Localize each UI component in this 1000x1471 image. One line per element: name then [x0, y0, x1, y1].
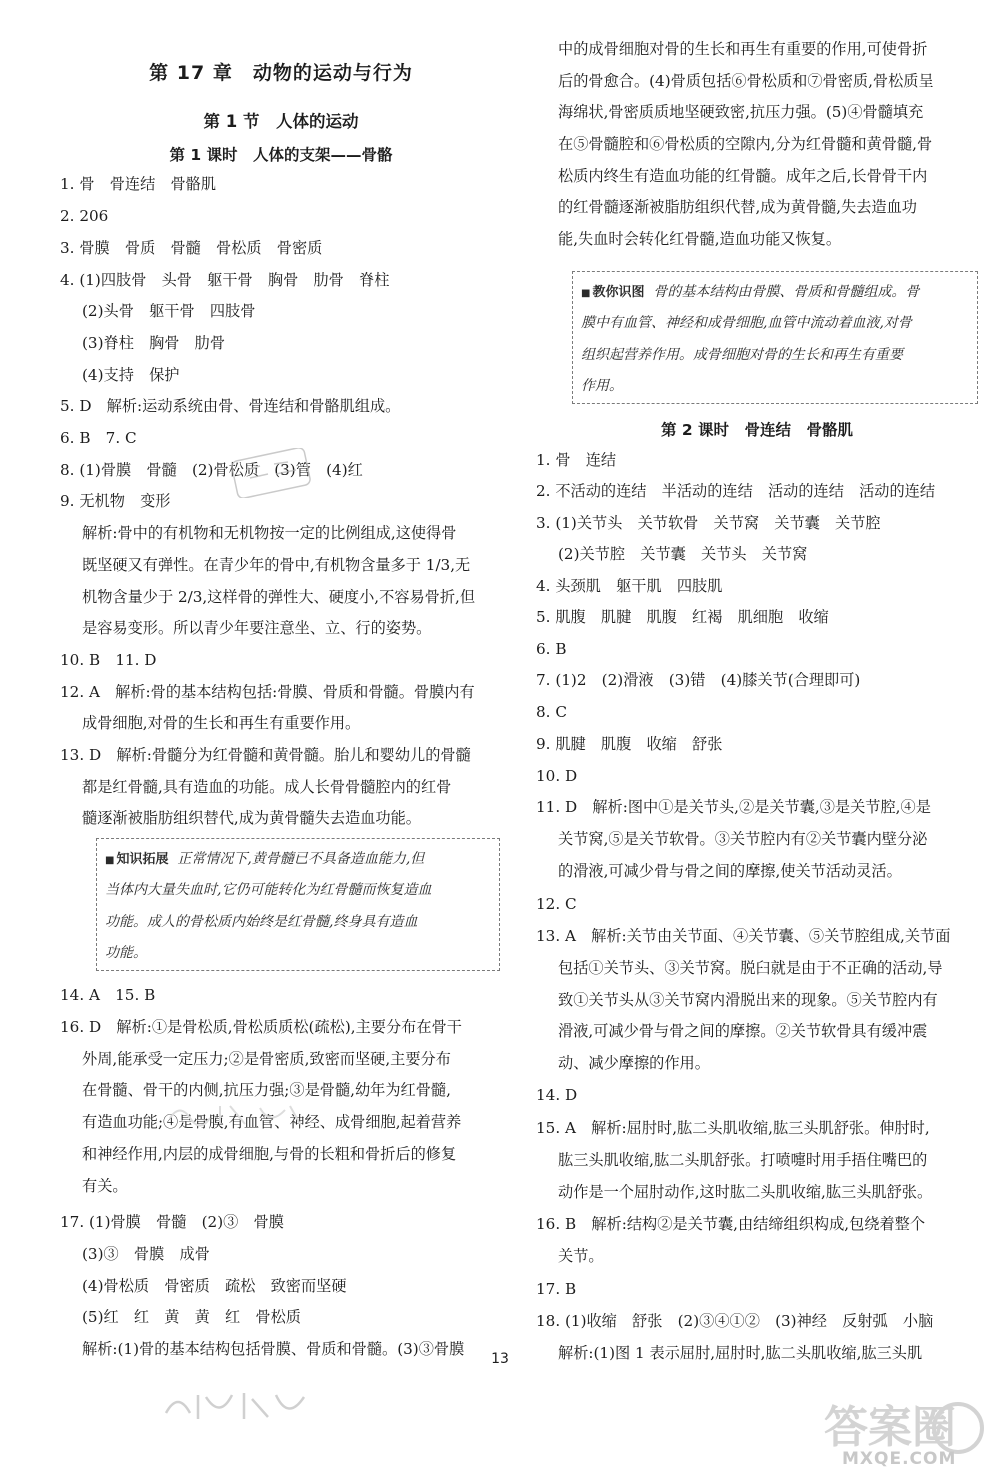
knowledge-extension-box	[96, 838, 500, 971]
left-column	[60, 0, 502, 1471]
answer-line: 5. D 解析:运动系统由骨、骨连结和骨骼肌组成。	[60, 397, 401, 415]
answer-line: 有关。	[82, 1177, 128, 1195]
answer-line: 15. A 解析:屈肘时,肱二头肌收缩,肱三头肌舒张。伸肘时,	[536, 1119, 930, 1137]
faint-stamp-text	[160, 1385, 310, 1425]
answer-line: 的红骨髓逐渐被脂肪组织代替,成为黄骨髓,失去造血功	[558, 198, 917, 216]
answer-line: 动、减少摩擦的作用。	[558, 1054, 710, 1072]
answer-line: (4)骨松质 骨密质 疏松 致密而坚硬	[82, 1277, 347, 1295]
answer-line: 中的成骨细胞对骨的生长和再生有重要的作用,可使骨折	[558, 40, 928, 58]
answer-line: 滑液,可减少骨与骨之间的摩擦。②关节软骨具有缓冲震	[558, 1022, 928, 1040]
answer-line: 18. (1)收缩 舒张 (2)③④①② (3)神经 反射弧 小脑	[536, 1312, 934, 1330]
answer-line: 肱三头肌收缩,肱二头肌舒张。打喷嚏时用手捂住嘴巴的	[558, 1151, 928, 1169]
answer-line: (5)红 红 黄 黄 红 骨松质	[82, 1308, 301, 1326]
answer-line: 13. A 解析:关节由关节面、④关节囊、⑤关节腔组成,关节面	[536, 927, 951, 945]
right-column	[536, 0, 978, 1471]
box-line: 膜中有血管、神经和成骨细胞,血管中流动着血液,对骨	[581, 315, 912, 331]
answer-line: 松质内终生有造血功能的红骨髓。成年之后,长骨骨干内	[558, 167, 928, 185]
answer-line: 的滑液,可减少骨与骨之间的摩擦,使关节活动灵活。	[558, 862, 902, 880]
answer-line: 动作是一个屈肘动作,这时肱二头肌收缩,肱三头肌舒张。	[558, 1183, 933, 1201]
answer-line: 4. 头颈肌 躯干肌 四肢肌	[536, 577, 723, 595]
answer-line: 17. (1)骨膜 骨髓 (2)③ 骨膜	[60, 1213, 284, 1231]
answer-line: 在⑤骨髓腔和⑥骨松质的空隙内,分为红骨髓和黄骨髓,骨	[558, 135, 933, 153]
answer-line: 3. 骨膜 骨质 骨髓 骨松质 骨密质	[60, 239, 323, 257]
answer-line: 12. A 解析:骨的基本结构包括:骨膜、骨质和骨髓。骨膜内有	[60, 683, 475, 701]
answer-line: 髓逐渐被脂肪组织替代,成为黄骨髓失去造血功能。	[82, 809, 421, 827]
answer-line: 海绵状,骨密质质地坚硬致密,抗压力强。(5)④骨髓填充	[558, 103, 924, 121]
answer-line: 6. B 7. C	[60, 429, 137, 447]
answer-line: 有造血功能;④是骨膜,有血管、神经、成骨细胞,起着营养	[82, 1113, 462, 1131]
box-line: ■ 教你识图 骨的基本结构由骨膜、骨质和骨髓组成。骨	[581, 282, 973, 304]
lesson-2-title: 第 2 课时 骨连结 骨骼肌	[660, 421, 854, 439]
answer-line: 17. B	[536, 1280, 577, 1298]
answer-line: 14. A 15. B	[60, 986, 156, 1004]
answer-line: 致①关节头从③关节窝内滑脱出来的现象。⑤关节腔内有	[558, 991, 938, 1009]
answer-line: 2. 不活动的连结 半活动的连结 活动的连结 活动的连结	[536, 482, 936, 500]
box-line: 作用。	[581, 378, 623, 394]
answer-line: 10. D	[536, 767, 578, 785]
answer-line: 能,失血时会转化红骨髓,造血功能又恢复。	[558, 230, 842, 248]
answer-line: 1. 骨 骨连结 骨骼肌	[60, 175, 217, 193]
answer-line: 5. 肌腹 肌腱 肌腹 红褐 肌细胞 收缩	[536, 608, 829, 626]
answer-line: (2)关节腔 关节囊 关节头 关节窝	[558, 545, 808, 563]
answer-line: 7. (1)2 (2)滑液 (3)错 (4)膝关节(合理即可)	[536, 671, 861, 689]
chapter-title: 第 17 章 动物的运动与行为	[149, 62, 413, 84]
answer-line: 和神经作用,内层的成骨细胞,与骨的长粗和骨折后的修复	[82, 1145, 457, 1163]
answer-line: 外周,能承受一定压力;②是骨密质,致密而坚硬,主要分布	[82, 1050, 451, 1068]
answer-line: 机物含量少于 2/3,这样骨的弹性大、硬度小,不容易骨折,但	[82, 588, 476, 606]
watermark-url: MXQE.COM	[842, 1449, 957, 1469]
answer-line: 3. (1)关节头 关节软骨 关节窝 关节囊 关节腔	[536, 514, 881, 532]
answer-line: 8. C	[536, 703, 567, 721]
page-number: 13	[491, 1351, 509, 1367]
answer-line: 2. 206	[60, 207, 109, 225]
answer-line: 8. (1)骨膜 骨髓 (2)骨松质 (3)管 (4)红	[60, 461, 363, 479]
answer-line: 4. (1)四肢骨 头骨 躯干骨 胸骨 肋骨 脊柱	[60, 271, 390, 289]
box-line: 组织起营养作用。成骨细胞对骨的生长和再生有重要	[581, 347, 903, 363]
answer-line: 16. D 解析:①是骨松质,骨松质质松(疏松),主要分布在骨干	[60, 1018, 462, 1036]
answer-line: 解析:骨中的有机物和无机物按一定的比例组成,这使得骨	[82, 524, 457, 542]
answer-line: (3)脊柱 胸骨 肋骨	[82, 334, 226, 352]
answer-line: 是容易变形。所以青少年要注意坐、立、行的姿势。	[82, 619, 432, 637]
answer-line: 6. B	[536, 640, 567, 658]
answer-line: 都是红骨髓,具有造血的功能。成人长骨骨髓腔内的红骨	[82, 778, 452, 796]
answer-line: 关节。	[558, 1247, 604, 1265]
box-line: 当体内大量失血时,它仍可能转化为红骨髓而恢复造血	[105, 882, 432, 898]
box-line: 功能。成人的骨松质内始终是红骨髓,终身具有造血	[105, 914, 418, 930]
section-title: 第 1 节 人体的运动	[203, 112, 359, 131]
answer-line: 成骨细胞,对骨的生长和再生有重要作用。	[82, 714, 361, 732]
answer-line: 包括①关节头、③关节窝。脱臼就是由于不正确的活动,导	[558, 959, 943, 977]
answer-line: 在骨髓、骨干的内侧,抗压力强;③是骨髓,幼年为红骨髓,	[82, 1081, 451, 1099]
stamp-mark	[228, 448, 314, 498]
answer-line: 后的骨愈合。(4)骨质包括⑥骨松质和⑦骨密质,骨松质呈	[558, 72, 934, 90]
answer-line: 9. 无机物 变形	[60, 492, 171, 510]
answer-line: 12. C	[536, 895, 577, 913]
answer-line: 13. D 解析:骨髓分为红骨髓和黄骨髓。胎儿和婴幼儿的骨髓	[60, 746, 471, 764]
answer-line: 10. B 11. D	[60, 651, 157, 669]
answer-line: 9. 肌腱 肌腹 收缩 舒张	[536, 735, 723, 753]
box-tag: ■ 教你识图	[581, 285, 644, 300]
answer-line: 关节窝,⑤是关节软骨。③关节腔内有②关节囊内壁分泌	[558, 830, 928, 848]
box-line: ■ 知识拓展 正常情况下,黄骨髓已不具备造血能力,但	[105, 849, 495, 871]
answer-line: (3)③ 骨膜 成骨	[82, 1245, 210, 1263]
answer-line: (4)支持 保护	[82, 366, 180, 384]
answer-line: 既坚硬又有弹性。在青少年的骨中,有机物含量多于 1/3,无	[82, 556, 471, 574]
answer-line: (2)头骨 躯干骨 四肢骨	[82, 302, 256, 320]
answer-line: 1. 骨 连结	[536, 451, 617, 469]
box-tag: ■ 知识拓展	[105, 852, 168, 867]
answer-line: 16. B 解析:结构②是关节囊,由结缔组织构成,包绕着整个	[536, 1215, 926, 1233]
answer-line: 14. D	[536, 1086, 578, 1104]
lesson-1-title: 第 1 课时 人体的支架——骨骼	[169, 146, 393, 164]
figure-reading-box	[572, 271, 978, 404]
answer-line: 解析:(1)图 1 表示屈肘,屈肘时,肱二头肌收缩,肱三头肌	[558, 1344, 923, 1362]
answer-line: 11. D 解析:图中①是关节头,②是关节囊,③是关节腔,④是	[536, 798, 931, 816]
watermark-logo-text: 答案圈	[824, 1402, 956, 1453]
faint-stamp-text	[165, 1098, 305, 1128]
box-line: 功能。	[105, 945, 147, 961]
answer-line: 解析:(1)骨的基本结构包括骨膜、骨质和骨髓。(3)③骨膜	[82, 1340, 465, 1358]
